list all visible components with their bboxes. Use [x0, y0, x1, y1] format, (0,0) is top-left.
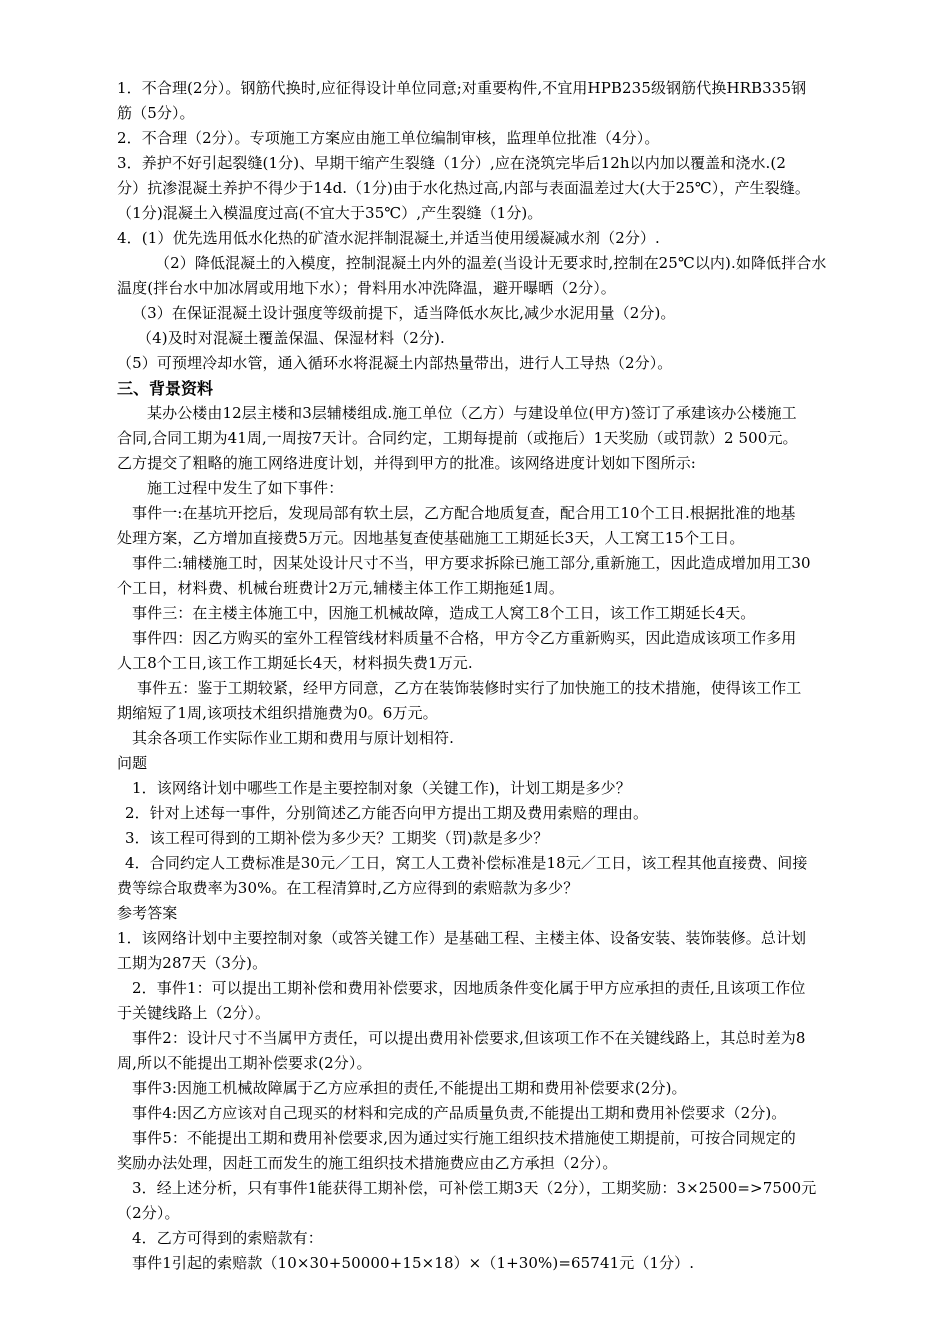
events-intro: 施工过程中发生了如下事件：	[147, 479, 344, 497]
answer-4-item-2-line-1: （2）降低混凝土的入模度，控制混凝土内外的温差(当设计无要求时,控制在25℃以内).如降低拌合水	[155, 254, 827, 272]
event-1-line-1: 事件一:在基坑开挖后，发现局部有软土层，乙方配合地质复查，配合用工10个工日.根据批准的地基	[132, 504, 796, 522]
reference-2-event-5-line-2: 奖励办法处理，因赶工而发生的施工组织技术措施费应由乙方承担（2分）。	[117, 1154, 618, 1172]
reference-answer-label: 参考答案	[117, 904, 178, 922]
reference-4-event-1: 事件1引起的索赔款（10×30+50000+15×18）×（1+30%)=65741元（1分）.	[132, 1254, 695, 1272]
reference-2-event-1-line-2: 于关键线路上（2分）。	[117, 1004, 271, 1022]
question-4-line-2: 费等综合取费率为30%。在工程清算时,乙方应得到的索赔款为多少？	[117, 879, 579, 897]
reference-2-event-5-line-1: 事件5：不能提出工期和费用补偿要求,因为通过实行施工组织技术措施使工期提前，可按合同规定的	[132, 1129, 796, 1147]
answer-4-item-3: （3）在保证混凝土设计强度等级前提下，适当降低水灰比,减少水泥用量（2分)。	[132, 304, 676, 322]
reference-1-line-1: 1．该网络计划中主要控制对象（或答关键工作）是基础工程、主楼主体、设备安装、装饰装修。总计划	[117, 929, 807, 947]
answer-3-line-2: 分）抗渗混凝土养护不得少于14d.（1分)由于水化热过高,内部与表面温差过大(大于25℃），产生裂缝。	[117, 179, 810, 197]
answer-4-item-1: 4．(1）优先选用低水化热的矿渣水泥拌制混凝土,并适当使用缓凝减水剂（2分）.	[117, 229, 660, 247]
event-2-line-1: 事件二:辅楼施工时，因某处设计尺寸不当，甲方要求拆除已施工部分,重新施工，因此造成增加用工30	[132, 554, 811, 572]
event-1-line-2: 处理方案，乙方增加直接费5万元。因地基复查使基础施工工期延长3天，人工窝工15个工日。	[117, 529, 745, 547]
event-4-line-1: 事件四：因乙方购买的室外工程管线材料质量不合格，甲方令乙方重新购买，因此造成该项工作多用	[132, 629, 797, 647]
reference-2-event-2-line-1: 事件2：设计尺寸不当属甲方责任，可以提出费用补偿要求,但该项工作不在关键线路上，其总时差为8	[132, 1029, 806, 1047]
background-line-3: 乙方提交了粗略的施工网络进度计划，并得到甲方的批准。该网络进度计划如下图所示:	[117, 454, 696, 472]
answer-4-item-4: （4)及时对混凝土覆盖保温、保湿材料（2分).	[137, 329, 445, 347]
answer-3-line-3: （1分)混凝土入模温度过高(不宜大于35℃）,产生裂缝（1分)。	[117, 204, 543, 222]
remaining-note: 其余各项工作实际作业工期和费用与原计划相符.	[132, 729, 454, 747]
reference-3-line-1: 3．经上述分析，只有事件1能获得工期补偿，可补偿工期3天（2分），工期奖励：3×2500=>7500元	[132, 1179, 817, 1197]
answer-1-line-1: 1．不合理(2分）。钢筋代换时,应征得设计单位同意;对重要构件,不宜用HPB235级钢筋代换HRB335钢	[117, 79, 807, 97]
event-2-line-2: 个工日，材料费、机械台班费计2万元,辅楼主体工作工期拖延1周。	[117, 579, 564, 597]
reference-2-event-2-line-2: 周,所以不能提出工期补偿要求(2分）。	[117, 1054, 372, 1072]
reference-4: 4．乙方可得到的索赔款有：	[132, 1229, 323, 1247]
document-body	[117, 76, 885, 1276]
background-line-2: 合同,合同工期为41周,一周按7天计。合同约定，工期每提前（或拖后）1天奖励（或罚款）2 500元。	[117, 429, 798, 447]
reference-2-event-4: 事件4:因乙方应该对自己现买的材料和完成的产品质量负责,不能提出工期和费用补偿要求（2分)。	[132, 1104, 787, 1122]
event-5-line-2: 期缩短了1周,该项技术组织措施费为0。6万元。	[117, 704, 438, 722]
question-4-line-1: 4．合同约定人工费标准是30元／工日，窝工人工费补偿标准是18元／工日，该工程其他直接费、间接	[125, 854, 808, 872]
questions-label: 问题	[117, 754, 148, 772]
background-line-1: 某办公楼由12层主楼和3层辅楼组成.施工单位（乙方）与建设单位(甲方)签订了承建该办公楼施工	[147, 404, 797, 422]
question-3: 3．该工程可得到的工期补偿为多少天？工期奖（罚)款是多少？	[125, 829, 549, 847]
event-3: 事件三：在主楼主体施工中，因施工机械故障，造成工人窝工8个工日，该工作工期延长4天。	[132, 604, 756, 622]
section-heading: 三、背景资料	[117, 379, 214, 398]
question-1: 1．该网络计划中哪些工作是主要控制对象（关键工作)，计划工期是多少？	[132, 779, 631, 797]
event-4-line-2: 人工8个工日,该工作工期延长4天，材料损失费1万元.	[117, 654, 473, 672]
question-2: 2．针对上述每一事件，分别简述乙方能否向甲方提出工期及费用索赔的理由。	[125, 804, 649, 822]
reference-3-line-2: （2分）。	[117, 1204, 180, 1222]
answer-2: 2．不合理（2分）。专项施工方案应由施工单位编制审核，监理单位批准（4分）。	[117, 129, 660, 147]
event-5-line-1: 事件五：鉴于工期较紧，经甲方同意，乙方在装饰装修时实行了加快施工的技术措施，使得该工作工	[137, 679, 802, 697]
reference-2-event-1-line-1: 2．事件1：可以提出工期补偿和费用补偿要求，因地质条件变化属于甲方应承担的责任,且该项工作位	[132, 979, 806, 997]
answer-4-item-2-line-2: 温度(拌台水中加冰屑或用地下水）；骨料用水冲洗降温，避开曝晒（2分）。	[117, 279, 616, 297]
reference-2-event-3: 事件3:因施工机械故障属于乙方应承担的责任,不能提出工期和费用补偿要求(2分)。	[132, 1079, 687, 1097]
answer-3-line-1: 3．养护不好引起裂缝(1分)、早期干缩产生裂缝（1分）,应在浇筑完毕后12h以内加以覆盖和浇水.(2	[117, 154, 787, 172]
answer-1-line-2: 筋（5分）。	[117, 104, 195, 122]
answer-4-item-5: （5）可预埋冷却水管，通入循环水将混凝土内部热量带出，进行人工导热（2分）。	[117, 354, 673, 372]
reference-1-line-2: 工期为287天（3分)。	[117, 954, 268, 972]
